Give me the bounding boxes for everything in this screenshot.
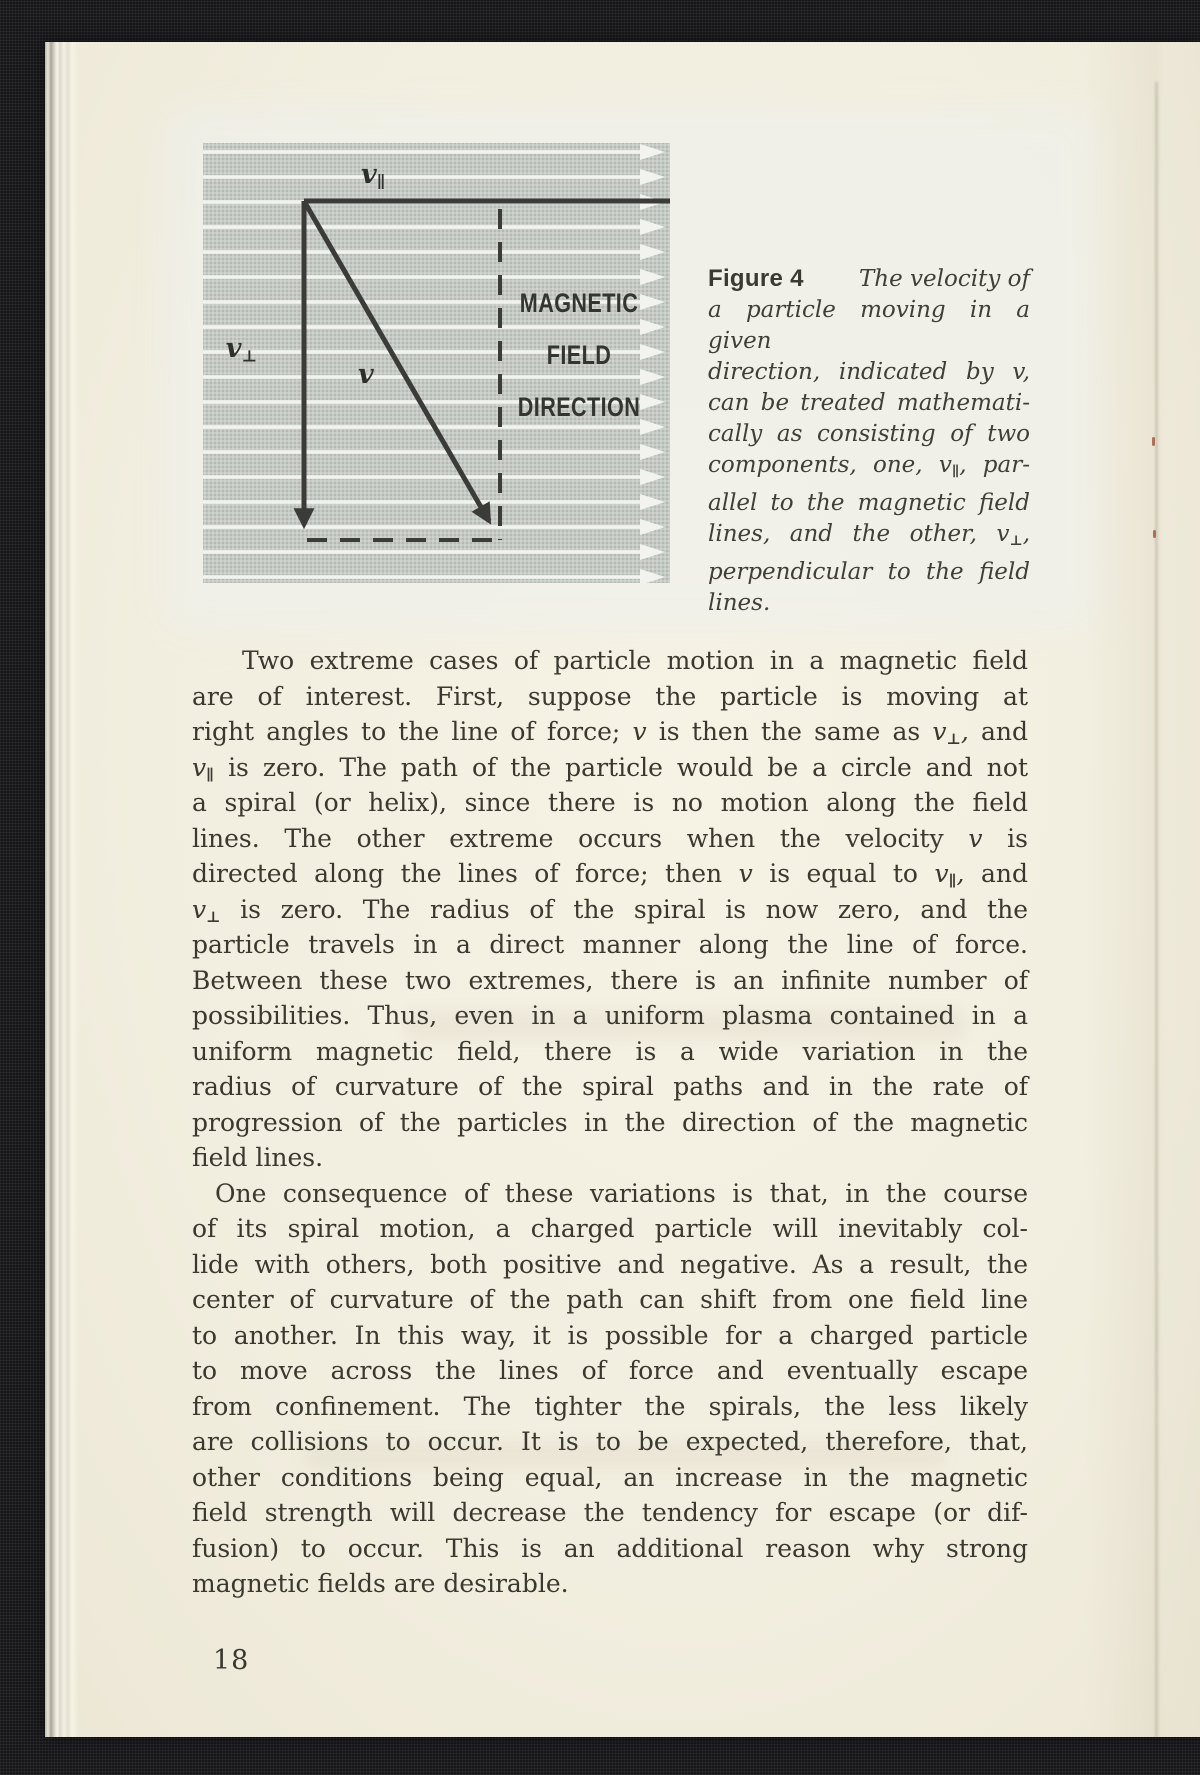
caption-first-line (708, 263, 1030, 295)
body-line: fusion) to occur. This is an additional reason why strong (192, 1533, 1028, 1563)
field-arrow-icon (640, 144, 665, 160)
body-line: particle travels in a direct manner along the line of force. (192, 930, 1028, 959)
v-perpendicular-label: v⊥ (225, 333, 257, 366)
body-text (192, 643, 1028, 1602)
page-number: 18 (213, 1645, 250, 1676)
body-line: a spiral (or helix), since there is no motion along the field (192, 788, 1028, 817)
body-line: field strength will decrease the tendency for escape (or dif- (192, 1498, 1028, 1527)
body-line: to another. In this way, it is possible for a charged particle (192, 1320, 1028, 1350)
field-arrow-icon (640, 494, 665, 510)
gutter-crease (1155, 82, 1158, 1737)
body-line: magnetic fields are desirable. (192, 1569, 569, 1598)
body-line: center of curvature of the path can shift from one field line (192, 1285, 1028, 1314)
v-parallel-label: v∥ (361, 159, 386, 192)
red-speck (1152, 437, 1155, 446)
field-arrow-icon (640, 519, 665, 535)
caption-line: direction, indicated by v, (708, 359, 1030, 385)
field-arrow-icon (640, 169, 665, 185)
body-line: One consequence of these variations is that, in the course (215, 1178, 1028, 1208)
magnetic-field-direction-label (454, 288, 670, 447)
body-line: v⊥ is zero. The radius of the spiral is now zero, and the (192, 894, 1028, 926)
body-line: uniform magnetic field, there is a wide variation in the (192, 1036, 1028, 1066)
caption-line: lines. (708, 589, 771, 616)
body-line: lide with others, both positive and negative. As a result, the (192, 1249, 1028, 1279)
caption-line: allel to the magnetic field (708, 489, 1030, 516)
body-line: radius of curvature of the spiral paths and in the rate of (192, 1072, 1028, 1101)
body-line: Two extreme cases of particle motion in a magnetic field (242, 646, 1028, 675)
body-line: of its spiral motion, a charged particle will inevitably col- (192, 1214, 1028, 1243)
label-line: FIELD (546, 340, 612, 370)
caption-line: perpendicular to the field (708, 558, 1030, 585)
body-line: from confinement. The tighter the spirals, the less likely (192, 1391, 1028, 1421)
caption-line: a particle moving in a given (708, 297, 1030, 354)
field-arrow-icon (640, 469, 665, 485)
body-line: right angles to the line of force; v is then the same as v⊥, and (192, 717, 1028, 749)
figure-caption-label: Figure 4 (708, 265, 804, 292)
body-line: progression of the particles in the direction of the magnetic (192, 1107, 1028, 1137)
field-arrow-icon (640, 219, 665, 235)
gutter-shadow (1085, 42, 1200, 1737)
field-arrow-icon (640, 269, 665, 285)
body-line: are of interest. First, suppose the particle is moving at (192, 681, 1028, 711)
figure-image (203, 143, 670, 583)
v-label: v (358, 359, 374, 390)
label-line: DIRECTION (517, 392, 641, 422)
label-line: MAGNETIC (519, 288, 639, 318)
caption-line: cally as consisting of two (708, 421, 1030, 447)
field-arrow-icon (640, 569, 665, 583)
field-arrow-icon (640, 544, 665, 560)
body-line: Between these two extremes, there is an infinite number of (192, 965, 1028, 995)
book-page (45, 42, 1200, 1737)
red-speck (1153, 530, 1156, 538)
caption-lead-text: The velocity of (858, 266, 1030, 292)
field-arrow-icon (640, 244, 665, 260)
body-line: v∥ is zero. The path of the particle would be a circle and not (192, 752, 1028, 784)
body-line: lines. The other extreme occurs when the velocity v is (192, 823, 1028, 853)
body-line: to move across the lines of force and eventually escape (192, 1356, 1028, 1385)
caption-line: can be treated mathemati- (708, 390, 1030, 416)
body-line: field lines. (192, 1143, 324, 1172)
caption-lines (708, 295, 1030, 619)
body-line: possibilities. Thus, even in a uniform plasma contained in a (192, 1001, 1028, 1030)
caption-line: lines, and the other, v⊥, (708, 520, 1030, 549)
body-line: are collisions to occur. It is to be expected, therefore, that, (192, 1427, 1028, 1456)
caption-line: components, one, v∥, par- (708, 452, 1030, 480)
body-line: other conditions being equal, an increase in the magnetic (192, 1462, 1028, 1492)
figure-caption (708, 263, 1030, 619)
body-line: directed along the lines of force; then v is equal to v∥, and (192, 859, 1028, 891)
page-stack-edge (45, 42, 79, 1737)
